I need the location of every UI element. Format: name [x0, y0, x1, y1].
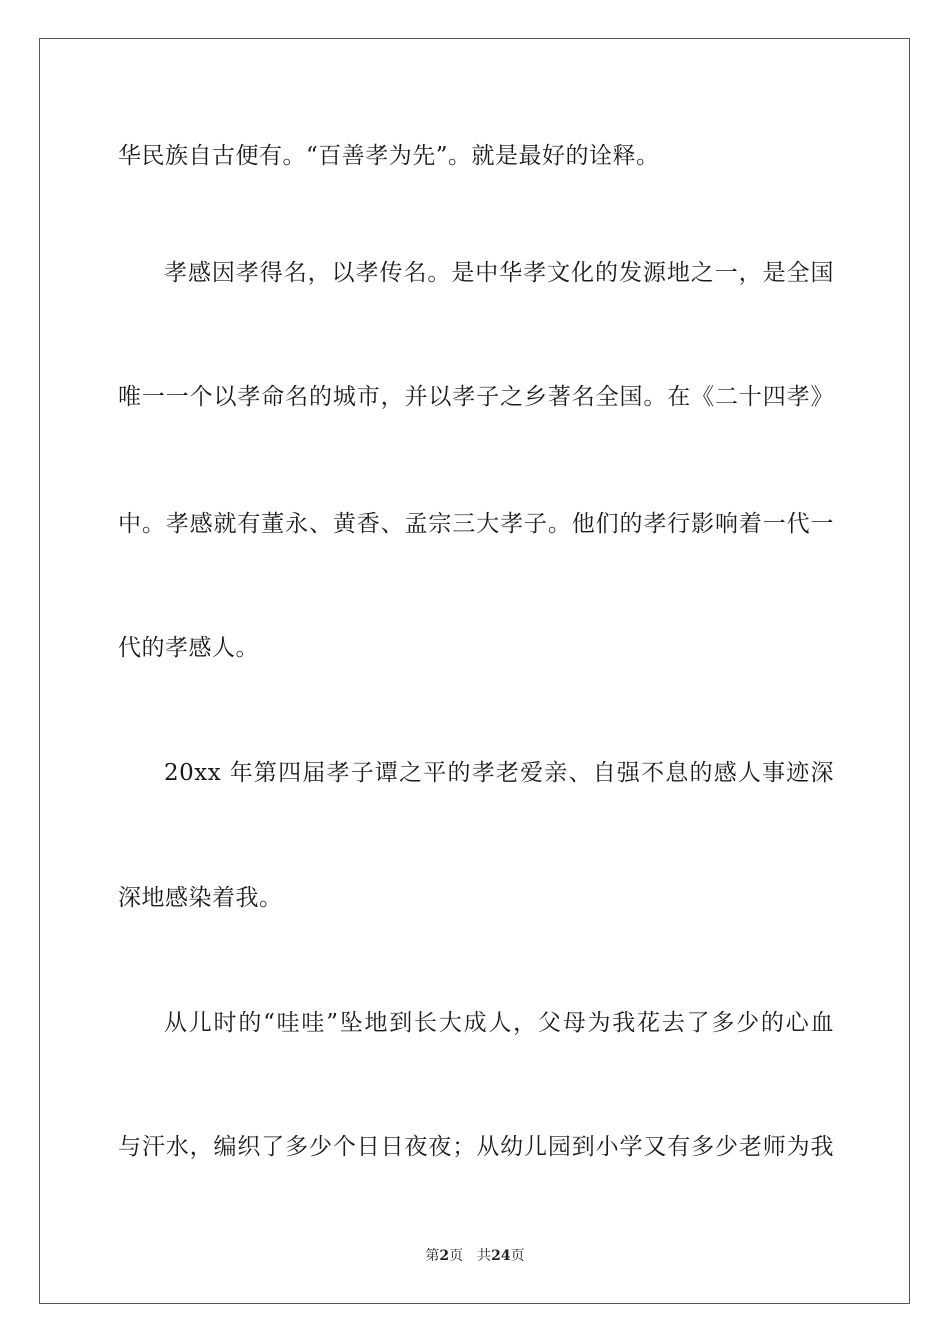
page-suffix: 页	[449, 1248, 464, 1264]
page-frame	[39, 38, 910, 1304]
total-prefix: 共	[477, 1248, 492, 1264]
total-page-count: 24	[491, 1248, 511, 1264]
paragraph-line: 孝感因孝得名，以孝传名。是中华孝文化的发源地之一，是全国	[164, 260, 834, 286]
paragraph-line: 从儿时的“哇哇”坠地到长大成人，父母为我花去了多少的心血	[164, 1010, 834, 1036]
page-footer	[0, 1247, 950, 1265]
total-suffix: 页	[510, 1248, 525, 1264]
paragraph-line: 代的孝感人。	[118, 635, 259, 661]
paragraph-line: 与汗水，编织了多少个日日夜夜；从幼儿园到小学又有多少老师为我	[118, 1134, 834, 1160]
paragraph-line: 华民族自古便有。“百善孝为先”。就是最好的诠释。	[118, 143, 660, 169]
paragraph-line: 20xx 年第四届孝子谭之平的孝老爱亲、自强不息的感人事迹深	[164, 760, 834, 786]
paragraph-line: 中。孝感就有董永、黄香、孟宗三大孝子。他们的孝行影响着一代一	[118, 511, 834, 537]
paragraph-line: 唯一一个以孝命名的城市，并以孝子之乡著名全国。在《二十四孝》	[118, 384, 834, 410]
current-page-number: 2	[439, 1248, 450, 1264]
paragraph-line: 深地感染着我。	[118, 885, 283, 911]
page-prefix: 第	[425, 1248, 440, 1264]
